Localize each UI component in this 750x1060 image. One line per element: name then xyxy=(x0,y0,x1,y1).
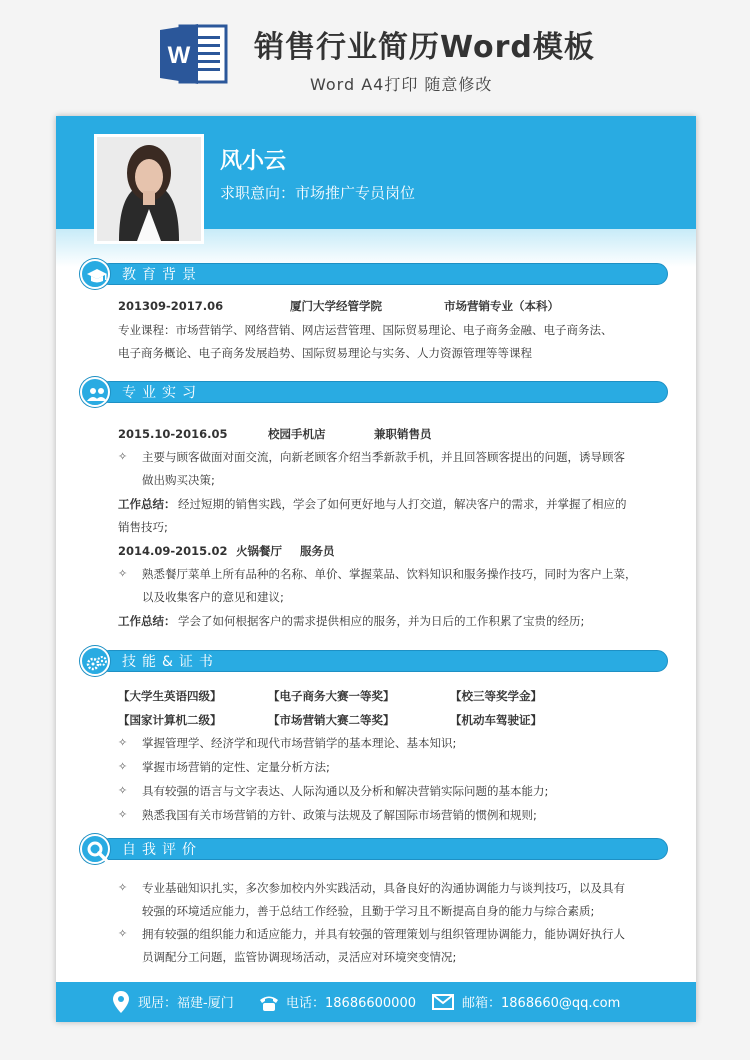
word-logo-icon xyxy=(158,22,228,86)
cert: 【国家计算机二级】 xyxy=(118,713,222,727)
footer-email: 邮箱：1868660@qq.com xyxy=(462,996,621,1011)
job1-role: 兼职销售员 xyxy=(374,427,432,441)
job-intent: 求职意向：市场推广专员岗位 xyxy=(220,184,416,202)
bullet-icon: ✧ xyxy=(118,567,128,580)
footer-phone: 电话：18686600000 xyxy=(286,996,416,1011)
cert: 【市场营销大赛二等奖】 xyxy=(268,713,395,727)
edu-courses-line1: 专业课程：市场营销学、网络营销、网店运营管理、国际贸易理论、电子商务金融、电子商务法、 xyxy=(118,323,613,337)
section-title: 技能&证书 xyxy=(122,654,219,670)
job1-summary-line1: 经过短期的销售实践，学会了如何更好地与人打交道，解决客户的需求，并掌握了相应的 xyxy=(178,497,627,511)
job2-summary-line1: 学会了如何根据客户的需求提供相应的服务，并为日后的工作积累了宝贵的经历; xyxy=(178,614,585,628)
bullet-icon: ✧ xyxy=(118,760,128,773)
edu-period: 201309-2017.06 xyxy=(118,299,224,313)
section-self-eval xyxy=(80,836,668,862)
job2-bullet-line1: 熟悉餐厅菜单上所有品种的名称、单价、掌握菜品、饮料知识和服务操作技巧，同时为客户上菜， xyxy=(142,567,637,581)
people-icon xyxy=(80,377,110,407)
job1-bullet-line2: 做出购买决策; xyxy=(142,473,215,487)
bullet-icon: ✧ xyxy=(118,784,128,797)
cert: 【电子商务大赛一等奖】 xyxy=(268,689,395,703)
skill-item: 具有较强的语言与文字表达、人际沟通以及分析和解决营销实际问题的基本能力; xyxy=(142,784,549,798)
bullet-icon: ✧ xyxy=(118,808,128,821)
bullet-icon: ✧ xyxy=(118,927,128,940)
job2-role: 服务员 xyxy=(300,544,335,558)
candidate-name: 风小云 xyxy=(220,149,287,174)
word-logo-letter: W xyxy=(167,42,191,69)
location-pin-icon xyxy=(112,990,130,1018)
job1-summary-label: 工作总结： xyxy=(118,497,176,511)
section-title: 教育背景 xyxy=(122,267,202,283)
job2-bullet-line2: 以及收集客户的意见和建议; xyxy=(142,590,284,604)
section-internship xyxy=(80,379,668,405)
cert: 【大学生英语四级】 xyxy=(118,689,222,703)
job2-period: 2014.09-2015.02 xyxy=(118,544,228,558)
profile-photo xyxy=(94,134,204,244)
job1-period: 2015.10-2016.05 xyxy=(118,427,228,441)
skill-item: 掌握市场营销的定性、定量分析方法; xyxy=(142,760,330,774)
job1-company: 校园手机店 xyxy=(268,427,326,441)
job1-bullet-line1: 主要与顾客做面对面交流，向新老顾客介绍当季新款手机，并且回答顾客提出的问题，诱导顾客 xyxy=(142,450,625,464)
banner-title: 销售行业简历Word模板 xyxy=(254,30,595,65)
cert: 【校三等奖学金】 xyxy=(450,689,542,703)
job2-summary-label: 工作总结： xyxy=(118,614,176,628)
bullet-icon: ✧ xyxy=(118,736,128,749)
footer-location: 现居：福建-厦门 xyxy=(138,996,234,1011)
self-eval-line: 拥有较强的组织能力和适应能力，并具有较强的管理策划与组织管理协调能力，能协调好执行人 xyxy=(142,927,625,941)
skill-item: 熟悉我国有关市场营销的方针、政策与法规及了解国际市场营销的惯例和规则; xyxy=(142,808,537,822)
phone-icon xyxy=(258,992,280,1016)
bullet-icon: ✧ xyxy=(118,450,128,463)
bullet-icon: ✧ xyxy=(118,881,128,894)
edu-school: 厦门大学经管学院 xyxy=(290,299,382,313)
banner-subtitle: Word A4打印 随意修改 xyxy=(310,75,493,94)
self-eval-line: 专业基础知识扎实，多次参加校内外实践活动，具备良好的沟通协调能力与谈判技巧，以及具有 xyxy=(142,881,625,895)
cert: 【机动车驾驶证】 xyxy=(450,713,542,727)
graduation-cap-icon xyxy=(80,259,110,289)
job1-summary-line2: 销售技巧; xyxy=(118,520,168,534)
skill-item: 掌握管理学、经济学和现代市场营销学的基本理论、基本知识; xyxy=(142,736,457,750)
envelope-icon xyxy=(432,994,454,1014)
gears-icon xyxy=(80,646,110,676)
job2-company: 火锅餐厅 xyxy=(236,544,282,558)
template-banner xyxy=(0,0,750,110)
self-eval-line: 较强的环境适应能力，善于总结工作经验，且勤于学习且不断提高自身的能力与综合素质; xyxy=(142,904,595,918)
edu-courses-line2: 电子商务概论、电子商务发展趋势、国际贸易理论与实务、人力资源管理等等课程 xyxy=(118,346,532,360)
contact-footer xyxy=(56,982,696,1022)
resume-page xyxy=(56,116,696,1022)
section-education xyxy=(80,261,668,287)
section-skills xyxy=(80,648,668,674)
search-icon xyxy=(80,834,110,864)
edu-major: 市场营销专业（本科） xyxy=(444,299,559,313)
self-eval-line: 员调配分工问题，监管协调现场活动，灵活应对环境突变情况; xyxy=(142,950,457,964)
section-title: 专业实习 xyxy=(122,385,202,401)
section-title: 自我评价 xyxy=(122,842,202,858)
